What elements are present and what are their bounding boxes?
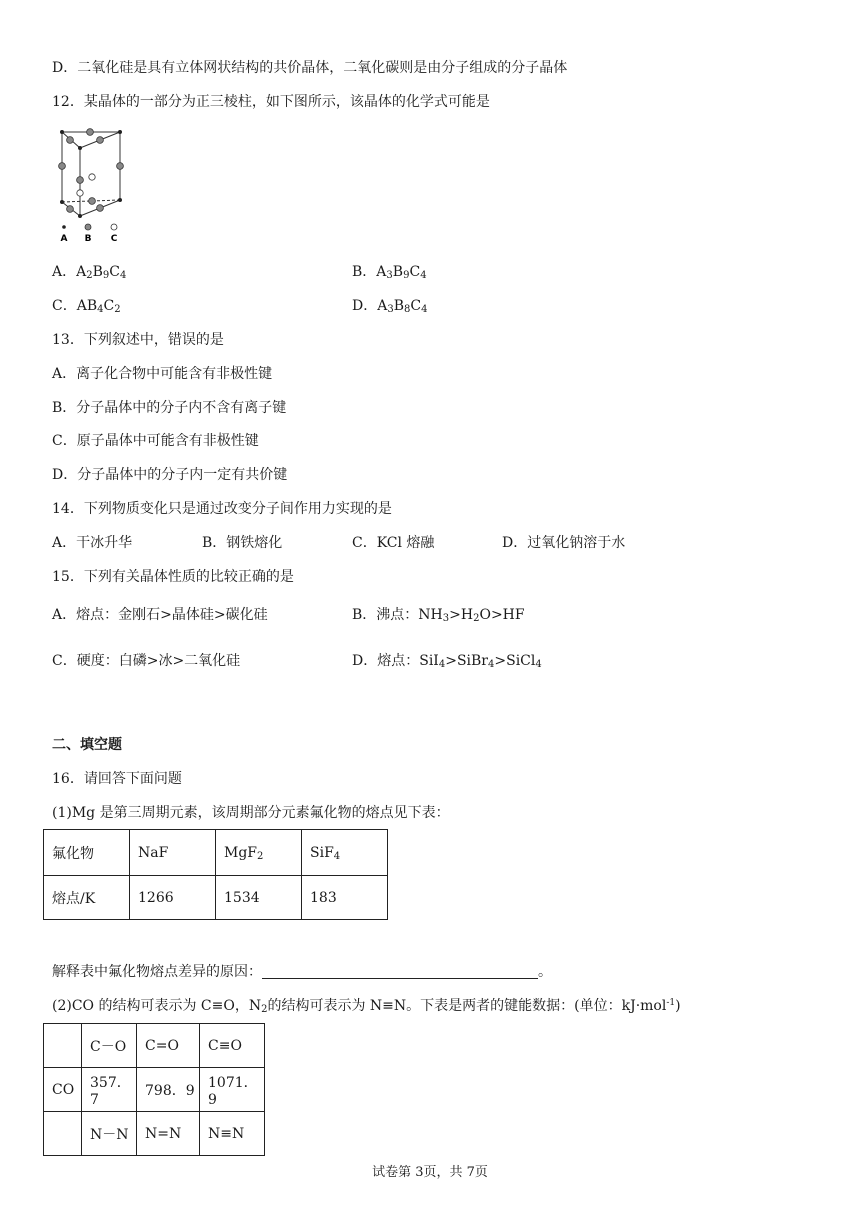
q15-stem: 15．下列有关晶体性质的比较正确的是	[52, 569, 294, 585]
q15-option-c: C．硬度：白磷>冰>二氧化硅	[52, 653, 241, 669]
table-cell: N－N	[82, 1112, 137, 1156]
legend-b: B	[84, 234, 92, 244]
q15-option-b: B．沸点：$NH_3>H_2O>HF$	[352, 607, 525, 624]
table-header-cell: NaF	[130, 830, 216, 876]
table-cell	[44, 1024, 82, 1068]
q11-option-d: D．二氧化硅是具有立体网状结构的共价晶体，二氧化碳则是由分子组成的分子晶体	[52, 60, 568, 76]
q13-option-b: B．分子晶体中的分子内不含有离子键	[52, 400, 287, 416]
legend-c: C	[110, 234, 118, 244]
table-cell: 熔点/K	[44, 876, 130, 920]
table-header-cell: MgF$_2$	[216, 830, 302, 876]
fluoride-melting-table	[43, 829, 388, 920]
table-header-cell: SiF$_4$	[302, 830, 388, 876]
q13-option-c: C．原子晶体中可能含有非极性键	[52, 433, 259, 449]
q12-option-c: C．$AB_4C_2$	[52, 298, 121, 315]
q14-option-c: C．KCl 熔融	[352, 535, 435, 551]
table-cell: C－O	[82, 1024, 137, 1068]
table-header-cell: 氟化物	[44, 830, 130, 876]
q16-explain: 解释表中氟化物熔点差异的原因： 。	[52, 964, 552, 980]
legend-a: A	[60, 234, 68, 244]
page-footer: 试卷第 3页，共 7页	[372, 1165, 488, 1180]
q15-option-d: D．熔点：SiI$_4$>SiBr$_4$>SiCl$_4$	[352, 653, 542, 670]
q12-option-a: A．$A_2B_9C_4$	[52, 264, 127, 281]
table-cell: CO	[44, 1068, 82, 1112]
q16-stem: 16．请回答下面问题	[52, 771, 182, 787]
section-title: 二、填空题	[52, 737, 122, 753]
q12-stem: 12．某晶体的一部分为正三棱柱，如下图所示，该晶体的化学式可能是	[52, 94, 490, 110]
table-cell: N=N	[137, 1112, 200, 1156]
table-cell: 1534	[216, 876, 302, 920]
q16-part1: (1)Mg 是第三周期元素，该周期部分元素氟化物的熔点见下表：	[52, 805, 450, 821]
table-cell: 798．9	[137, 1068, 200, 1112]
q13-stem: 13．下列叙述中，错误的是	[52, 332, 224, 348]
q13-option-d: D．分子晶体中的分子内一定有共价键	[52, 467, 288, 483]
table-cell: 183	[302, 876, 388, 920]
table-cell: N≡N	[200, 1112, 265, 1156]
table-cell: 357．7	[82, 1068, 137, 1112]
q14-option-b: B．钢铁熔化	[202, 535, 283, 551]
bond-energy-table	[43, 1023, 265, 1156]
q15-option-a: A．熔点：金刚石>晶体硅>碳化硅	[52, 607, 268, 623]
table-cell: C=O	[137, 1024, 200, 1068]
table-cell: C≡O	[200, 1024, 265, 1068]
table-cell: 1266	[130, 876, 216, 920]
q14-option-d: D．过氧化钠溶于水	[502, 535, 626, 551]
table-cell: 1071．9	[200, 1068, 265, 1112]
q14-stem: 14．下列物质变化只是通过改变分子间作用力实现的是	[52, 501, 392, 517]
q12-option-d: D．$A_3B_8C_4$	[352, 298, 428, 315]
q14-option-a: A．干冰升华	[52, 535, 133, 551]
triangular-prism-figure	[52, 124, 132, 246]
q12-option-b: B．$A_3B_9C_4$	[352, 264, 427, 281]
table-cell	[44, 1112, 82, 1156]
q16-part2: (2)CO 的结构可表示为 C≡O，$N_2$的结构可表示为 N≡N。下表是两者的键能数据：(单位：kJ·mol$^{-1}$)	[52, 998, 681, 1015]
q13-option-a: A．离子化合物中可能含有非极性键	[52, 366, 273, 382]
answer-blank[interactable]	[262, 963, 538, 979]
